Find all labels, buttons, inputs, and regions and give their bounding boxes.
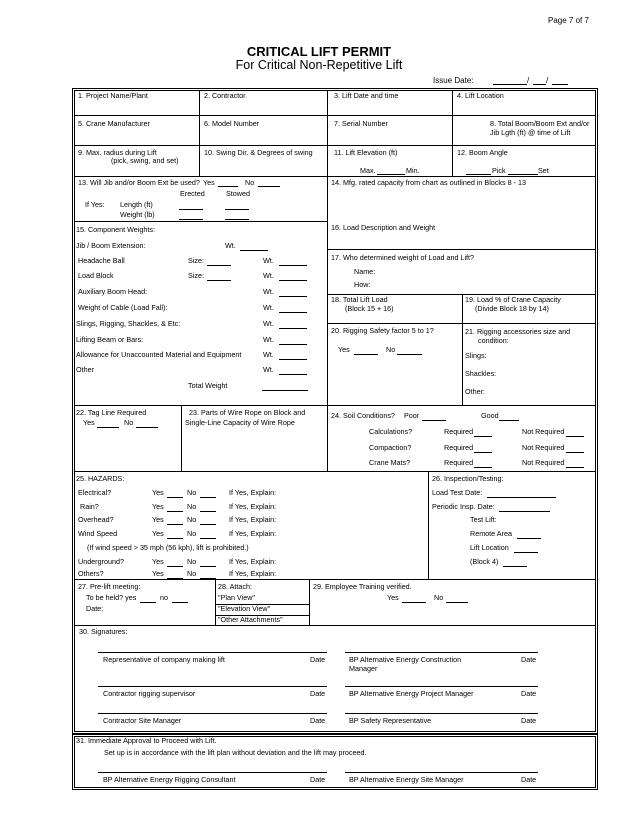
block4-ref-input[interactable] bbox=[503, 559, 527, 567]
safety-yes-label: Yes bbox=[338, 345, 350, 354]
approval-date-label: Date bbox=[521, 775, 537, 784]
signature-label: Representative of company making lift bbox=[103, 655, 225, 664]
signature-label-cont: Manager bbox=[349, 664, 378, 673]
erected-label: Erected bbox=[180, 189, 205, 198]
signature-line[interactable] bbox=[98, 713, 327, 714]
hazard-explain[interactable]: If Yes, Explain: bbox=[229, 569, 277, 578]
attach-item-plan-view[interactable]: "Plan View" bbox=[218, 593, 255, 602]
soil-poor-input[interactable] bbox=[422, 413, 446, 421]
pre-lift-no-label: no bbox=[160, 593, 168, 602]
hazard-yes-input[interactable] bbox=[167, 490, 183, 498]
boom-angle-pick-input[interactable] bbox=[466, 167, 491, 175]
attach-item-elevation-view[interactable]: "Elevation View" bbox=[218, 604, 271, 613]
signature-label: Contractor rigging supervisor bbox=[103, 689, 196, 698]
safety-factor-question: 20. Rigging Safety factor 5 to 1? bbox=[331, 326, 434, 335]
soil-not-required-label: Not Required bbox=[522, 458, 565, 467]
signature-line[interactable] bbox=[345, 686, 538, 687]
soil-row-label: Crane Mats? bbox=[369, 458, 411, 467]
soil-good-label: Good bbox=[481, 411, 499, 420]
weight-determined-how[interactable]: How: bbox=[354, 280, 371, 289]
attach-item-other[interactable]: "Other Attachments" bbox=[218, 615, 283, 624]
component-label: Auxiliary Boom Head: bbox=[78, 287, 148, 296]
tag-line-no-input[interactable] bbox=[136, 420, 158, 428]
component-wt-label: Wt. bbox=[225, 241, 236, 250]
hazard-yes-input[interactable] bbox=[167, 504, 183, 512]
load-description-field[interactable]: 16. Load Description and Weight bbox=[331, 223, 436, 232]
jib-no-input[interactable] bbox=[258, 179, 280, 187]
boom-length-label-2: Jib Lgth (ft) @ time of Lift bbox=[490, 128, 571, 137]
jib-length-label: Length (ft) bbox=[120, 200, 153, 209]
component-wt-input[interactable] bbox=[279, 258, 307, 266]
soil-row-label: Calculations? bbox=[369, 427, 413, 436]
elevation-max-input[interactable] bbox=[377, 167, 405, 175]
hazard-no-input[interactable] bbox=[200, 490, 216, 498]
signature-label: Contractor Site Manager bbox=[103, 716, 182, 725]
training-no-label: No bbox=[434, 593, 444, 602]
other-accessories-field[interactable]: Other: bbox=[465, 387, 485, 396]
hazard-yes-label: Yes bbox=[152, 488, 164, 497]
total-weight-label: Total Weight bbox=[188, 381, 228, 390]
boom-angle-label: 12. Boom Angle bbox=[457, 148, 508, 157]
lift-location-field[interactable]: 4. Lift Location bbox=[457, 91, 504, 100]
component-size-label: Size: bbox=[188, 271, 204, 280]
soil-poor-label: Poor bbox=[404, 411, 420, 420]
hazard-no-label: No bbox=[187, 502, 197, 511]
approval-note: Set up is in accordance with the lift plan without deviation and the lift may proceed. bbox=[104, 748, 367, 757]
hazard-explain[interactable]: If Yes, Explain: bbox=[229, 488, 277, 497]
slings-field[interactable]: Slings: bbox=[465, 351, 487, 360]
hazard-label: Wind Speed bbox=[78, 529, 118, 538]
component-size-input[interactable] bbox=[207, 273, 231, 281]
hazard-yes-input[interactable] bbox=[167, 517, 183, 525]
hazard-label: Electrical? bbox=[78, 488, 112, 497]
hazard-explain[interactable]: If Yes, Explain: bbox=[229, 557, 277, 566]
hazard-no-input[interactable] bbox=[200, 517, 216, 525]
jib-weight-label: Weight (lb) bbox=[120, 210, 155, 219]
hazard-yes-input[interactable] bbox=[167, 531, 183, 539]
hazard-no-label: No bbox=[187, 529, 197, 538]
boom-angle-set-label: Set bbox=[538, 166, 549, 175]
hazard-no-label: No bbox=[187, 515, 197, 524]
soil-not-required-label: Not Required bbox=[522, 427, 565, 436]
soil-good-input[interactable] bbox=[499, 413, 519, 421]
issue-date-label: Issue Date: bbox=[433, 76, 474, 85]
hazard-label: Rain? bbox=[80, 502, 99, 511]
remote-area-input[interactable] bbox=[517, 531, 541, 539]
signature-line[interactable] bbox=[98, 772, 327, 773]
tag-line-yes-input[interactable] bbox=[97, 420, 119, 428]
safety-no-input[interactable] bbox=[397, 347, 422, 355]
component-wt-input[interactable] bbox=[279, 289, 307, 297]
serial-number-field[interactable]: 7. Serial Number bbox=[334, 119, 388, 128]
hazard-explain[interactable]: If Yes, Explain: bbox=[229, 502, 277, 511]
block4-ref-label: (Block 4) bbox=[470, 557, 499, 566]
total-lift-load-label[interactable]: 18. Total Lift Load bbox=[331, 295, 388, 304]
training-yes-label: Yes bbox=[387, 593, 399, 602]
signature-label: BP Safety Representative bbox=[349, 716, 432, 725]
pre-lift-meeting-title: 27. Pre-lift meeting: bbox=[78, 582, 141, 591]
soil-required-label: Required bbox=[444, 458, 474, 467]
signature-date-label: Date bbox=[521, 689, 537, 698]
remote-area-label: Remote Area bbox=[470, 529, 512, 538]
wire-rope-label[interactable]: 23. Parts of Wire Rope on Block and bbox=[189, 408, 306, 417]
hazard-no-label: No bbox=[187, 569, 197, 578]
approval-date-label: Date bbox=[310, 775, 326, 784]
jib-weight-stowed-input[interactable] bbox=[225, 212, 249, 220]
signature-date-label: Date bbox=[310, 689, 326, 698]
load-percent-label[interactable]: 19. Load % of Crane Capacity bbox=[465, 295, 561, 304]
signature-label: BP Alternative Energy Construction bbox=[349, 655, 462, 664]
lift-location-check-input[interactable] bbox=[514, 545, 538, 553]
hazard-yes-label: Yes bbox=[152, 529, 164, 538]
hazards-title: 25. HAZARDS: bbox=[76, 474, 125, 483]
soil-required-input[interactable] bbox=[474, 445, 492, 453]
project-name-field[interactable]: 1. Project Name/Plant bbox=[78, 91, 148, 100]
soil-required-label: Required bbox=[444, 443, 474, 452]
hazard-yes-label: Yes bbox=[152, 557, 164, 566]
training-no-input[interactable] bbox=[446, 595, 468, 603]
component-label: Other bbox=[76, 365, 94, 374]
pre-lift-held-label: To be held? yes bbox=[86, 593, 137, 602]
signature-label: BP Alternative Energy Project Manager bbox=[349, 689, 474, 698]
hazard-no-input[interactable] bbox=[200, 571, 216, 579]
signature-line[interactable] bbox=[345, 652, 538, 653]
model-number-field[interactable]: 6. Model Number bbox=[204, 119, 260, 128]
wire-rope-note: Single-Line Capacity of Wire Rope bbox=[185, 418, 295, 427]
hazard-label: Others? bbox=[78, 569, 104, 578]
total-lift-load-note: (Block 15 + 16) bbox=[345, 304, 394, 313]
approval-left-label: BP Alternative Energy Rigging Consultant bbox=[103, 775, 236, 784]
component-wt-label: Wt. bbox=[263, 335, 274, 344]
hazard-no-label: No bbox=[187, 557, 197, 566]
component-wt-label: Wt. bbox=[263, 271, 274, 280]
jib-length-erected-input[interactable] bbox=[179, 202, 203, 210]
component-wt-label: Wt. bbox=[263, 319, 274, 328]
boom-angle-pick-label: Pick bbox=[492, 166, 506, 175]
lift-date-field[interactable]: 3. Lift Date and time bbox=[334, 91, 399, 100]
hazard-no-input[interactable] bbox=[200, 559, 216, 567]
component-label: Slings, Rigging, Shackles, & Etc: bbox=[76, 319, 181, 328]
soil-not-required-input[interactable] bbox=[566, 429, 584, 437]
total-weight-input[interactable] bbox=[262, 383, 308, 391]
signature-line[interactable] bbox=[98, 652, 327, 653]
component-size-input[interactable] bbox=[207, 258, 231, 266]
hazard-label: Overhead? bbox=[78, 515, 114, 524]
component-wt-input[interactable] bbox=[279, 367, 307, 375]
rigging-accessories-condition: condition: bbox=[478, 336, 509, 345]
signature-date-label: Date bbox=[521, 716, 537, 725]
elevation-max-label: Max. bbox=[360, 166, 376, 175]
employee-training-title: 29. Employee Training verified. bbox=[313, 582, 412, 591]
component-label: Allowance for Unaccounted Material and Equipment bbox=[76, 350, 242, 359]
hazard-no-input[interactable] bbox=[200, 504, 216, 512]
issue-date-field[interactable] bbox=[493, 76, 569, 86]
component-wt-label: Wt. bbox=[263, 287, 274, 296]
weight-determined-name[interactable]: Name: bbox=[354, 267, 376, 276]
pre-lift-date[interactable]: Date: bbox=[86, 604, 104, 613]
hazard-yes-input[interactable] bbox=[167, 571, 183, 579]
soil-row-label: Compaction? bbox=[369, 443, 412, 452]
mfg-rated-capacity-field[interactable]: 14. Mfg. rated capacity from chart as outlined in Blocks 8 - 13 bbox=[331, 178, 526, 187]
hazard-yes-input[interactable] bbox=[167, 559, 183, 567]
jib-yes-input[interactable] bbox=[218, 179, 238, 187]
hazard-explain[interactable]: If Yes, Explain: bbox=[229, 529, 277, 538]
pre-lift-no-input[interactable] bbox=[172, 595, 188, 603]
test-lift-label: Test Lift: bbox=[470, 515, 497, 524]
soil-not-required-input[interactable] bbox=[566, 445, 584, 453]
signature-line[interactable] bbox=[98, 686, 327, 687]
component-weights-title: 15. Component Weights: bbox=[76, 225, 155, 234]
safety-no-label: No bbox=[386, 345, 396, 354]
tag-line-label: 22. Tag Line Required bbox=[76, 408, 147, 417]
lift-elevation-label: 11. Lift Elevation (ft) bbox=[334, 148, 398, 157]
boom-angle-set-input[interactable] bbox=[508, 167, 538, 175]
lift-location-check-label: Lift Location bbox=[470, 543, 509, 552]
soil-required-input[interactable] bbox=[474, 429, 492, 437]
hazard-label: Underground? bbox=[78, 557, 124, 566]
component-wt-input[interactable] bbox=[279, 321, 307, 329]
periodic-insp-label: Periodic Insp. Date: bbox=[432, 502, 495, 511]
hazard-yes-label: Yes bbox=[152, 515, 164, 524]
shackles-field[interactable]: Shackles: bbox=[465, 369, 497, 378]
component-wt-input[interactable] bbox=[279, 337, 307, 345]
soil-required-label: Required bbox=[444, 427, 474, 436]
jib-question: 13. Will Jib and/or Boom Ext be used? bbox=[78, 178, 200, 187]
jib-length-stowed-input[interactable] bbox=[225, 202, 249, 210]
hazard-yes-label: Yes bbox=[152, 502, 164, 511]
if-yes-label: If Yes: bbox=[85, 200, 105, 209]
tag-line-no-label: No bbox=[124, 418, 134, 427]
hazard-no-label: No bbox=[187, 488, 197, 497]
hazard-yes-label: Yes bbox=[152, 569, 164, 578]
component-wt-input[interactable] bbox=[240, 243, 268, 251]
periodic-insp-input[interactable] bbox=[499, 504, 550, 512]
boom-length-label-1[interactable]: 8. Total Boom/Boom Ext and/or bbox=[490, 119, 590, 128]
component-label: Weight of Cable (Load Fall): bbox=[78, 303, 168, 312]
elevation-min-label: Min. bbox=[406, 166, 420, 175]
wind-speed-note: (If wind speed > 35 mph (56 kph), lift is prohibited.) bbox=[87, 543, 249, 552]
signature-date-label: Date bbox=[310, 655, 326, 664]
component-wt-label: Wt. bbox=[263, 303, 274, 312]
component-wt-input[interactable] bbox=[279, 352, 307, 360]
component-size-label: Size: bbox=[188, 256, 204, 265]
signature-line[interactable] bbox=[345, 713, 538, 714]
approval-right-label: BP Alternative Energy Site Manager bbox=[349, 775, 464, 784]
signature-date-label: Date bbox=[521, 655, 537, 664]
weight-determined-title: 17. Who determined weight of Load and Lift? bbox=[331, 253, 475, 262]
max-radius-field[interactable]: 9. Max. radius during Lift bbox=[78, 148, 157, 157]
component-wt-label: Wt. bbox=[263, 256, 274, 265]
load-test-date-label: Load Test Date: bbox=[432, 488, 483, 497]
page-number: Page 7 of 7 bbox=[548, 16, 589, 25]
component-wt-label: Wt. bbox=[263, 350, 274, 359]
training-yes-input[interactable] bbox=[402, 595, 426, 603]
signature-date-label: Date bbox=[310, 716, 326, 725]
component-label: Lifting Beam or Bars: bbox=[76, 335, 144, 344]
hazard-explain[interactable]: If Yes, Explain: bbox=[229, 515, 277, 524]
load-test-date-input[interactable] bbox=[487, 490, 556, 498]
signature-line[interactable] bbox=[345, 772, 538, 773]
rigging-accessories-label: 21. Rigging accessories size and bbox=[465, 327, 571, 336]
soil-conditions-label: 24. Soil Conditions? bbox=[331, 411, 395, 420]
swing-direction-field[interactable]: 10. Swing Dir. & Degrees of swing bbox=[204, 148, 313, 157]
component-wt-input[interactable] bbox=[279, 273, 307, 281]
hazard-no-input[interactable] bbox=[200, 531, 216, 539]
approval-title: 31. Immediate Approval to Proceed with Lift. bbox=[76, 736, 217, 745]
max-radius-note: (pick, swing, and set) bbox=[111, 156, 179, 165]
attach-title: 28. Attach: bbox=[218, 582, 252, 591]
soil-required-input[interactable] bbox=[474, 460, 492, 468]
stowed-label: Stowed bbox=[226, 189, 250, 198]
jib-weight-erected-input[interactable] bbox=[179, 212, 203, 220]
tag-line-yes-label: Yes bbox=[83, 418, 95, 427]
form-title: CRITICAL LIFT PERMIT bbox=[246, 44, 392, 59]
crane-manufacturer-field[interactable]: 5. Crane Manufacturer bbox=[78, 119, 150, 128]
contractor-field[interactable]: 2. Contractor bbox=[204, 91, 246, 100]
component-wt-input[interactable] bbox=[279, 305, 307, 313]
component-wt-label: Wt. bbox=[263, 365, 274, 374]
component-label: Headache Ball bbox=[78, 256, 125, 265]
issue-date-sep1: / bbox=[527, 76, 530, 85]
issue-date-sep2: / bbox=[546, 76, 549, 85]
safety-yes-input[interactable] bbox=[354, 347, 378, 355]
inspection-title: 26. Inspection/Testing: bbox=[432, 474, 504, 483]
soil-not-required-input[interactable] bbox=[566, 460, 584, 468]
jib-no-label: No bbox=[245, 178, 255, 187]
signatures-title: 30. Signatures: bbox=[79, 627, 128, 636]
component-label: Jib / Boom Extension: bbox=[76, 241, 146, 250]
component-label: Load Block bbox=[78, 271, 114, 280]
load-percent-note: (Divide Block 18 by 14) bbox=[475, 304, 549, 313]
form-subtitle: For Critical Non-Repetitive Lift bbox=[235, 58, 403, 72]
soil-not-required-label: Not Required bbox=[522, 443, 565, 452]
jib-yes-label: Yes bbox=[203, 178, 215, 187]
pre-lift-yes-input[interactable] bbox=[140, 595, 156, 603]
